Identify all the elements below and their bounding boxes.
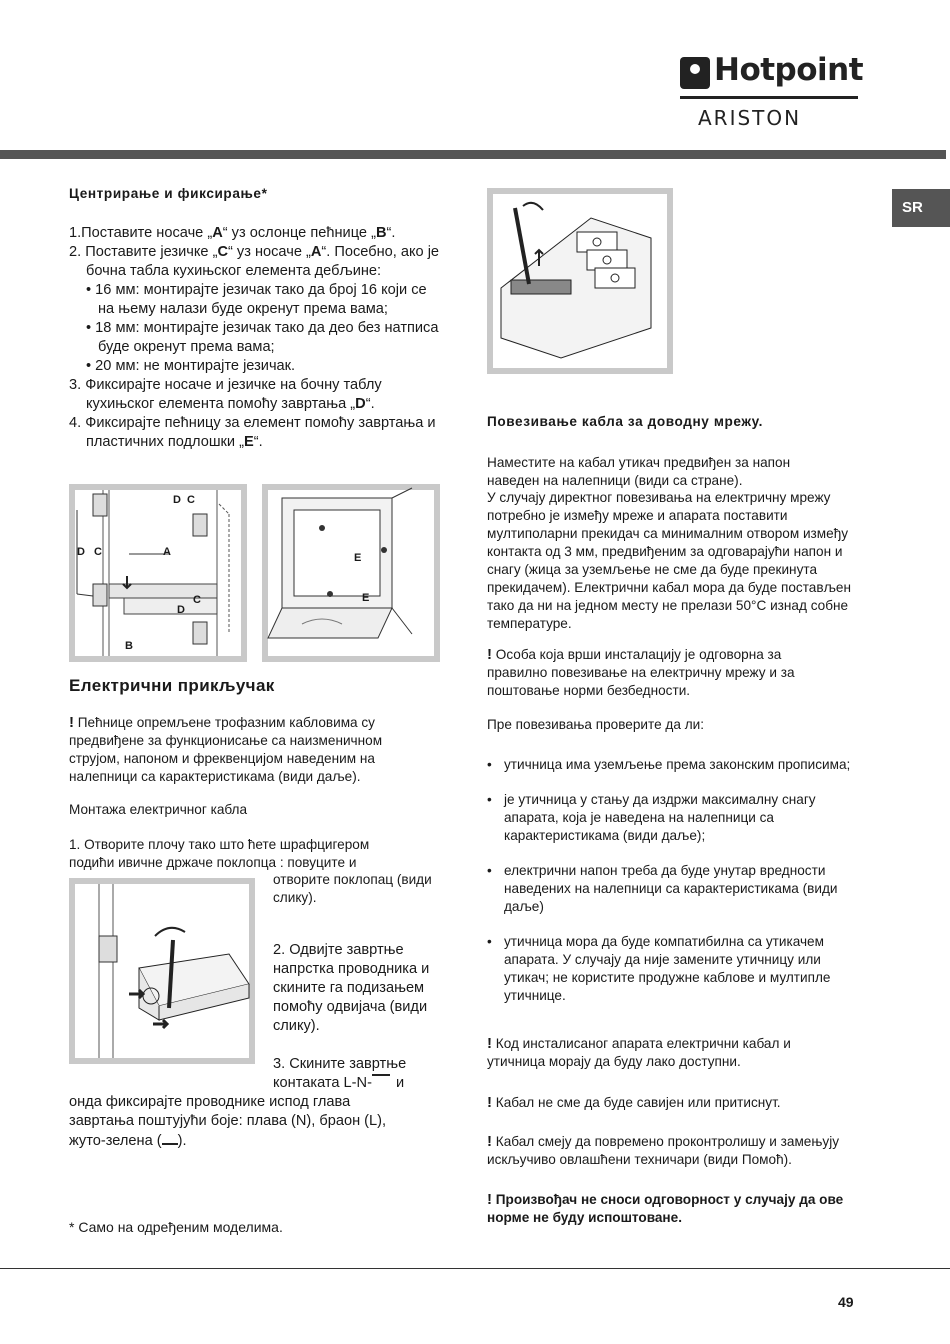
mount-step-3b-text: онда фиксирајте проводнике испод глава завртања поштујући боје: плава (N), браон (L), жуто-зелена ( bbox=[69, 1094, 387, 1149]
mount-step-3b bbox=[69, 1093, 414, 1151]
warning-mark-5: ! bbox=[487, 1191, 492, 1208]
figure-cabinet-mounting bbox=[69, 484, 247, 662]
centering-steps bbox=[69, 224, 444, 452]
fig2-label-e1: E bbox=[354, 552, 362, 564]
step-4: 4. Фиксирајте пећницу за елемент помоћу завртања и пластичних подлошки „E“. bbox=[69, 415, 436, 450]
warning-mark-1: ! bbox=[487, 646, 492, 663]
figure-terminal-block bbox=[487, 188, 673, 374]
language-tab: SR bbox=[892, 189, 950, 227]
fig1-label-d-top: D bbox=[173, 494, 181, 506]
brand-sub: ARISTON bbox=[698, 106, 802, 130]
mount-step-1b: отворите поклопац (види слику). bbox=[273, 872, 432, 905]
section-heading-electrical: Електрични прикључак bbox=[69, 676, 275, 695]
fig1-label-c-low: C bbox=[193, 594, 201, 606]
hotpoint-logo-mark bbox=[680, 57, 710, 89]
mains-para-1: Наместите на кабал утикач предвиђен за напон наведен на налепници (види са стране). bbox=[487, 455, 791, 488]
mains-para-2: У случају директног повезивања на електричну мрежу потребно је између мреже и апарата поставити мултиполарни прекидач са минималним отвором између контакта од 3 мм, предвиђеним за одговарајући напон и снагу (жица за уземљење не сме да буде прекинута прекидачем). Електрични кабал мора да буде постављен тако да ни на једном месту не прелази 50°C изнад собне температуре. bbox=[487, 490, 851, 631]
fig1-label-d-low: D bbox=[177, 604, 185, 616]
brand-divider bbox=[680, 96, 858, 99]
check-bullet-3: • електрични напон треба да буде унутар вредности наведених на налепници са карактеристикама (види даље) bbox=[487, 862, 857, 916]
mains-warning-4-text: Кабал смеју да повремено проконтролишу и замењују искључиво овлашћени техничари (види Помоћ). bbox=[487, 1134, 840, 1167]
mount-step-3a bbox=[273, 1055, 448, 1093]
figure-terminal-cover bbox=[69, 878, 255, 1064]
page-number: 49 bbox=[838, 1294, 854, 1310]
step-2-opt-16: • 16 мм: монтирајте језичак тако да број 16 који се на њему налази буде окренут према вама; bbox=[86, 282, 427, 317]
check-bullet-4: • утичница мора да буде компатибилна са утикачем апарата. У случају да није замените утичницу или утикач; не користите продужне каблове и мултипле утичнице. bbox=[487, 933, 857, 1005]
mains-warning-5-text: Произвођач не сноси одговорност у случају да ове норме не буду испоштоване. bbox=[487, 1192, 844, 1225]
mains-warning-3-text: Кабал не сме да буде савијен или притиснут. bbox=[495, 1095, 781, 1110]
mount-title: Монтажа електричног кабла bbox=[69, 802, 248, 817]
fig2-label-e2: E bbox=[362, 592, 370, 604]
brand-logo bbox=[680, 52, 864, 134]
mount-step-2: 2. Одвијте завртње напрстка проводника и скините га подизањем помоћу одвијача (види слику). bbox=[273, 942, 430, 1034]
fig1-label-c-top: C bbox=[187, 494, 195, 506]
mains-warning-4 bbox=[487, 1133, 862, 1169]
warning-mark-4: ! bbox=[487, 1133, 492, 1150]
warning-mark-3: ! bbox=[487, 1094, 492, 1111]
check-bullet-2: • је утичница у стању да издржи максималну снагу апарата, која је наведена на налепници са карактеристикама (види даље); bbox=[487, 791, 857, 845]
fig1-label-c-left: C bbox=[94, 546, 102, 558]
step-3: 3. Фиксирајте носаче и језичке на бочну таблу кухињског елемента помоћу завртања „D“. bbox=[69, 377, 382, 412]
check-bullet-1: • утичница има уземљење према законским прописима; bbox=[487, 756, 857, 774]
step-1: 1.Поставите носаче „A“ уз ослонце пећнице „B“. bbox=[69, 225, 396, 241]
ground-symbol-icon-2 bbox=[162, 1131, 178, 1145]
mains-warning-1-text: Особа која врши инсталацију је одговорна за правилно повезивање на електричну мрежу и за поштовање норми безбедности. bbox=[487, 647, 795, 698]
mount-step-3a-end: и bbox=[396, 1075, 405, 1091]
warning-mark: ! bbox=[69, 714, 74, 731]
mains-warning-2-text: Код инсталисаног апарата електрични кабал и утичница морају да буду лако доступни. bbox=[487, 1036, 791, 1069]
fig1-label-b: B bbox=[125, 640, 133, 652]
figure-oven-fixing bbox=[262, 484, 440, 662]
electrical-intro bbox=[69, 714, 419, 786]
check-bullets bbox=[487, 756, 857, 1005]
footer-rule bbox=[0, 1268, 950, 1269]
warning-mark-2: ! bbox=[487, 1035, 492, 1052]
electrical-intro-text: Пећнице опремљене трофазним кабловима су предвиђене за функционисање са наизменичном струјом, напоном и фреквенцијом наведеним на налепници са карактеристикама (види даље). bbox=[69, 715, 383, 784]
mains-warning-2 bbox=[487, 1035, 837, 1071]
footnote: * Само на одређеним моделима. bbox=[69, 1219, 283, 1235]
mount-step-3b-end: ). bbox=[177, 1133, 187, 1149]
step-2: 2. Поставите језичке „C“ уз носаче „A“. Посебно, ако је бочна табла кухињског елемента дебљине: bbox=[69, 244, 440, 279]
mount-step-3a-text: 3. Скините завртње контаката L-N- bbox=[273, 1056, 407, 1091]
mains-warning-1 bbox=[487, 646, 842, 700]
mount-step-1a: 1. Отворите плочу тако што ћете шрафцигером подићи ивичне држаче поклопца : повуците и bbox=[69, 837, 370, 870]
section-heading-mains: Повезивање кабла за доводну мрежу. bbox=[487, 414, 763, 429]
check-intro: Пре повезивања проверите да ли: bbox=[487, 717, 705, 732]
brand-name: Hotpoint bbox=[714, 52, 864, 88]
mains-warning-3 bbox=[487, 1094, 837, 1112]
step-2-opt-20: • 20 мм: не монтирајте језичак. bbox=[86, 358, 296, 374]
fig1-label-d-left: D bbox=[77, 546, 85, 558]
mains-warning-5 bbox=[487, 1191, 872, 1227]
header-bar bbox=[0, 150, 946, 159]
section-heading-centering: Центрирање и фиксирање* bbox=[69, 186, 268, 201]
ground-symbol-icon bbox=[372, 1074, 390, 1088]
fig1-label-a: A bbox=[163, 546, 171, 558]
step-2-opt-18: • 18 мм: монтирајте језичак тако да део без натписа буде окренут према вама; bbox=[86, 320, 439, 355]
